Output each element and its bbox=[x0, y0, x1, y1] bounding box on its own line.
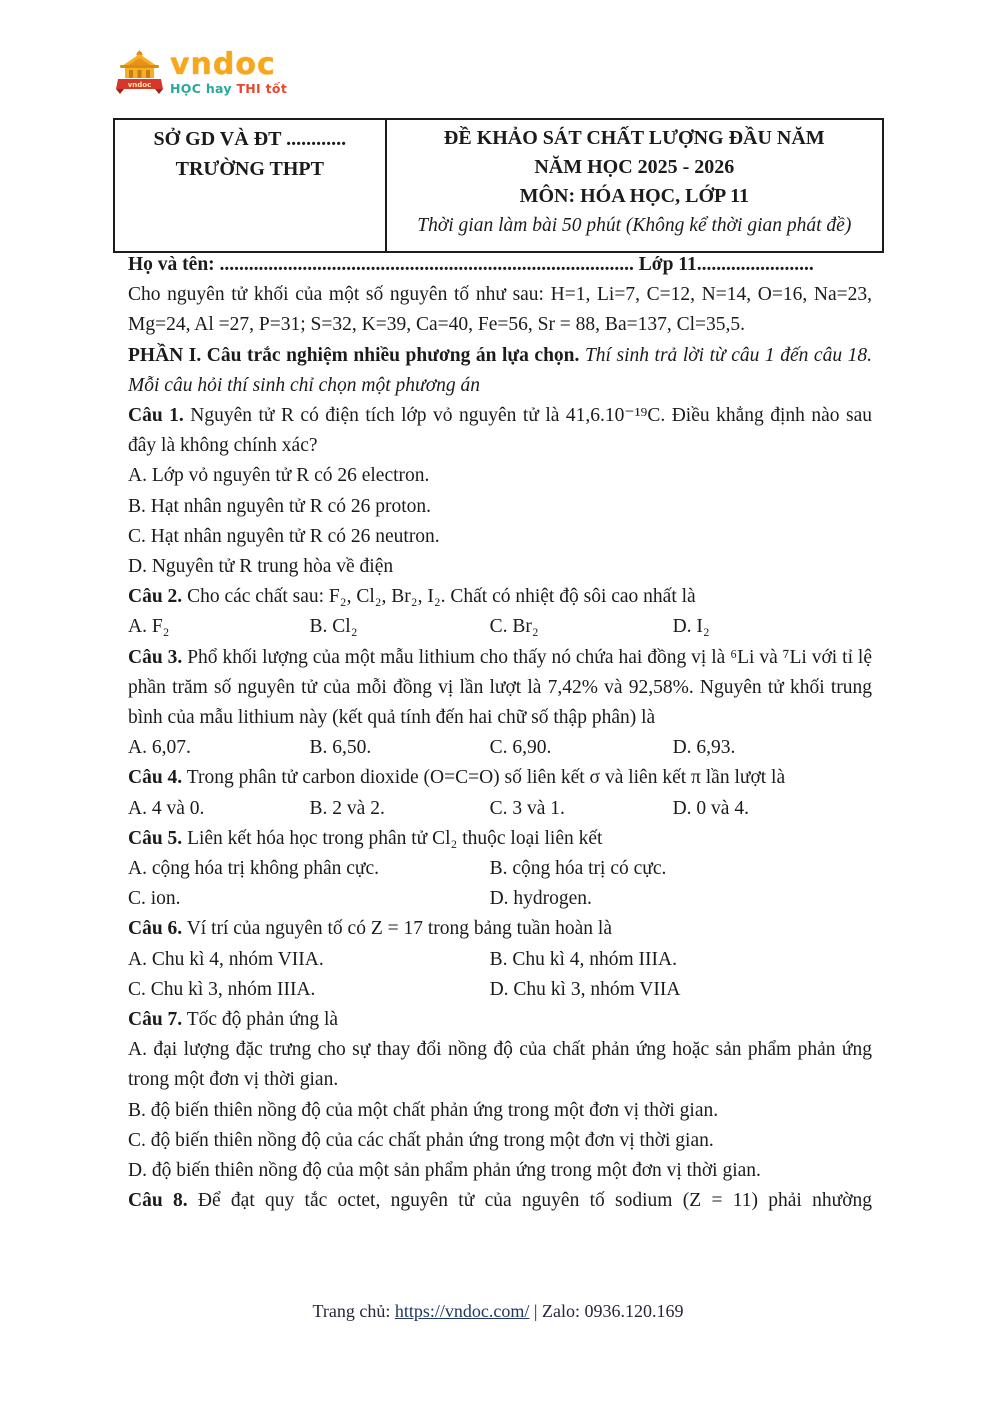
answer-option: A. Lớp vỏ nguyên tử R có 26 electron. bbox=[128, 465, 430, 487]
answer-option: B. 6,50. bbox=[309, 737, 372, 759]
header-title-cell bbox=[386, 119, 883, 252]
question-block bbox=[128, 914, 872, 1005]
answer-option: D. 0 và 4. bbox=[672, 797, 749, 819]
org-school: TRƯỜNG THPT bbox=[175, 158, 324, 180]
answer-option: A. 4 và 0. bbox=[128, 797, 205, 819]
answer-options bbox=[128, 945, 872, 1005]
question-number: Câu 7. bbox=[128, 1009, 183, 1031]
question-block bbox=[128, 1005, 872, 1186]
part1-title: PHẦN I. Câu trắc nghiệm nhiều phương án lựa chọn. bbox=[128, 344, 580, 366]
question-text: Cho các chất sau: F₂, Cl₂, Br₂, I₂. Chất có nhiệt độ sôi cao nhất là bbox=[187, 586, 696, 608]
question-paragraph bbox=[128, 643, 872, 734]
exam-school-year: NĂM HỌC 2025 - 2026 bbox=[534, 156, 735, 178]
question-text: Trong phân tử carbon dioxide (O=C=O) số liên kết σ và liên kết π lần lượt là bbox=[186, 767, 786, 789]
question-text: Ví trí của nguyên tố có Z = 17 trong bảng tuần hoàn là bbox=[186, 918, 612, 940]
exam-title: ĐỀ KHẢO SÁT CHẤT LƯỢNG ĐẦU NĂM bbox=[443, 127, 825, 149]
answer-option: A. 6,07. bbox=[128, 737, 191, 759]
answer-options bbox=[128, 854, 872, 914]
question-number: Câu 3. bbox=[128, 646, 183, 668]
questions bbox=[128, 401, 872, 1216]
question-paragraph bbox=[128, 401, 872, 461]
question-text: Liên kết hóa học trong phân tử Cl₂ thuộc loại liên kết bbox=[187, 827, 603, 849]
question-paragraph bbox=[128, 1186, 872, 1216]
answer-option: D. I₂ bbox=[672, 616, 710, 638]
logo-tagline-right: THI tốt bbox=[236, 81, 288, 96]
question-number: Câu 2. bbox=[128, 586, 183, 608]
answer-option: C. 6,90. bbox=[489, 737, 552, 759]
answer-option: A. đại lượng đặc trưng cho sự thay đổi nồng độ của chất phản ứng hoặc sản phẩm phản ứng trong một đơn vị thời gian. bbox=[128, 1039, 872, 1091]
answer-option: D. 6,93. bbox=[672, 737, 736, 759]
answer-option: B. Hạt nhân nguyên tử R có 26 proton. bbox=[128, 495, 432, 517]
question-text: Để đạt quy tắc octet, nguyên tử của nguyên tố sodium (Z = 11) phải nhường bbox=[197, 1190, 873, 1212]
answer-option: C. ion. bbox=[128, 888, 181, 910]
answer-option: D. độ biến thiên nồng độ của một sản phẩm phản ứng trong một đơn vị thời gian. bbox=[128, 1160, 761, 1182]
answer-options bbox=[128, 794, 872, 824]
exam-body bbox=[128, 250, 872, 1217]
question-paragraph bbox=[128, 1005, 872, 1035]
question-block bbox=[128, 401, 872, 582]
answer-option: D. Nguyên tử R trung hòa về điện bbox=[128, 556, 394, 578]
answer-option: A. cộng hóa trị không phân cực. bbox=[128, 858, 380, 880]
answer-option: C. Br₂ bbox=[489, 616, 539, 638]
name-dotted-blank: ..................................................................................... bbox=[219, 254, 634, 275]
question-block bbox=[128, 582, 872, 642]
answer-option: B. độ biến thiên nồng độ của một chất phản ứng trong một đơn vị thời gian. bbox=[128, 1099, 719, 1121]
answer-option: A. Chu kì 4, nhóm VIIA. bbox=[128, 948, 324, 970]
student-name-line bbox=[128, 250, 872, 280]
logo-tagline bbox=[170, 83, 287, 96]
vndoc-pagoda-icon bbox=[116, 50, 163, 100]
answer-options bbox=[128, 612, 872, 642]
logo-banner-text: vndoc bbox=[127, 81, 152, 89]
answer-option: D. Chu kì 3, nhóm VIIA bbox=[489, 978, 681, 1000]
exam-header-table bbox=[113, 118, 884, 253]
answer-option: D. hydrogen. bbox=[489, 888, 592, 910]
answer-option: C. Hạt nhân nguyên tử R có 26 neutron. bbox=[128, 525, 440, 547]
question-block bbox=[128, 1186, 872, 1216]
answer-option: B. Cl₂ bbox=[309, 616, 358, 638]
answer-option: B. 2 và 2. bbox=[309, 797, 385, 819]
answer-option: C. Chu kì 3, nhóm IIIA. bbox=[128, 978, 316, 1000]
question-text: Phổ khối lượng của một mẫu lithium cho thấy nó chứa hai đồng vị là ⁶Li và ⁷Li với tỉ lệ phần trăm số nguyên tử của mỗi đồng vị lần lượt là 7,42% và 92,58%. Nguyên tử khối trung bình của mẫu lithium này (kết quả tính đến hai chữ số thập phân) là bbox=[128, 646, 872, 729]
question-text: Nguyên tử R có điện tích lớp vỏ nguyên tử là 41,6.10⁻¹⁹C. Điều khẳng định nào sau đây là không chính xác? bbox=[128, 405, 872, 457]
question-number: Câu 5. bbox=[128, 827, 183, 849]
exam-subject: MÔN: HÓA HỌC, LỚP 11 bbox=[519, 185, 750, 207]
part1-instruction: Thí sinh trả lời từ câu 1 đến câu 18. Mỗi câu hỏi thí sinh chỉ chọn một phương án bbox=[128, 344, 872, 396]
logo-tagline-left: HỌC hay bbox=[170, 81, 232, 96]
question-paragraph bbox=[128, 582, 872, 612]
question-paragraph bbox=[128, 914, 872, 944]
question-block bbox=[128, 824, 872, 915]
atomic-mass-note: Cho nguyên tử khối của một số nguyên tố như sau: H=1, Li=7, C=12, N=14, O=16, Na=23, Mg=24, Al =27, P=31; S=32, K=39, Ca=40, Fe=56, Sr = 88, Ba=137, Cl=35,5. bbox=[128, 284, 872, 336]
answer-option: B. cộng hóa trị có cực. bbox=[489, 858, 667, 880]
part1-heading bbox=[128, 341, 872, 401]
class-label: Lớp 11........................ bbox=[638, 254, 814, 275]
question-paragraph bbox=[128, 763, 872, 793]
answer-option: C. 3 và 1. bbox=[489, 797, 565, 819]
homepage-link[interactable]: https://vndoc.com/ bbox=[394, 1301, 530, 1321]
question-number: Câu 8. bbox=[128, 1190, 188, 1212]
answer-option: C. độ biến thiên nồng độ của các chất phản ứng trong một đơn vị thời gian. bbox=[128, 1129, 714, 1151]
question-paragraph bbox=[128, 824, 872, 854]
question-number: Câu 4. bbox=[128, 767, 183, 789]
page-footer bbox=[0, 1298, 996, 1324]
question-block bbox=[128, 643, 872, 764]
org-department: SỞ GD VÀ ĐT ............ bbox=[153, 128, 347, 150]
question-number: Câu 1. bbox=[128, 405, 184, 427]
exam-duration: Thời gian làm bài 50 phút (Không kể thời gian phát đề) bbox=[417, 215, 852, 236]
answer-option: A. F₂ bbox=[128, 616, 170, 638]
header-org-cell bbox=[114, 119, 386, 252]
question-text: Tốc độ phản ứng là bbox=[186, 1009, 339, 1031]
answer-option: B. Chu kì 4, nhóm IIIA. bbox=[489, 948, 677, 970]
footer-zalo: | Zalo: 0936.120.169 bbox=[533, 1301, 684, 1321]
logo-brand-text: vndoc bbox=[170, 47, 276, 82]
name-label: Họ và tên: bbox=[128, 254, 215, 275]
question-block bbox=[128, 763, 872, 823]
vndoc-logo bbox=[116, 47, 288, 100]
question-number: Câu 6. bbox=[128, 918, 183, 940]
answer-options bbox=[128, 733, 872, 763]
footer-prefix: Trang chủ: bbox=[312, 1301, 391, 1321]
